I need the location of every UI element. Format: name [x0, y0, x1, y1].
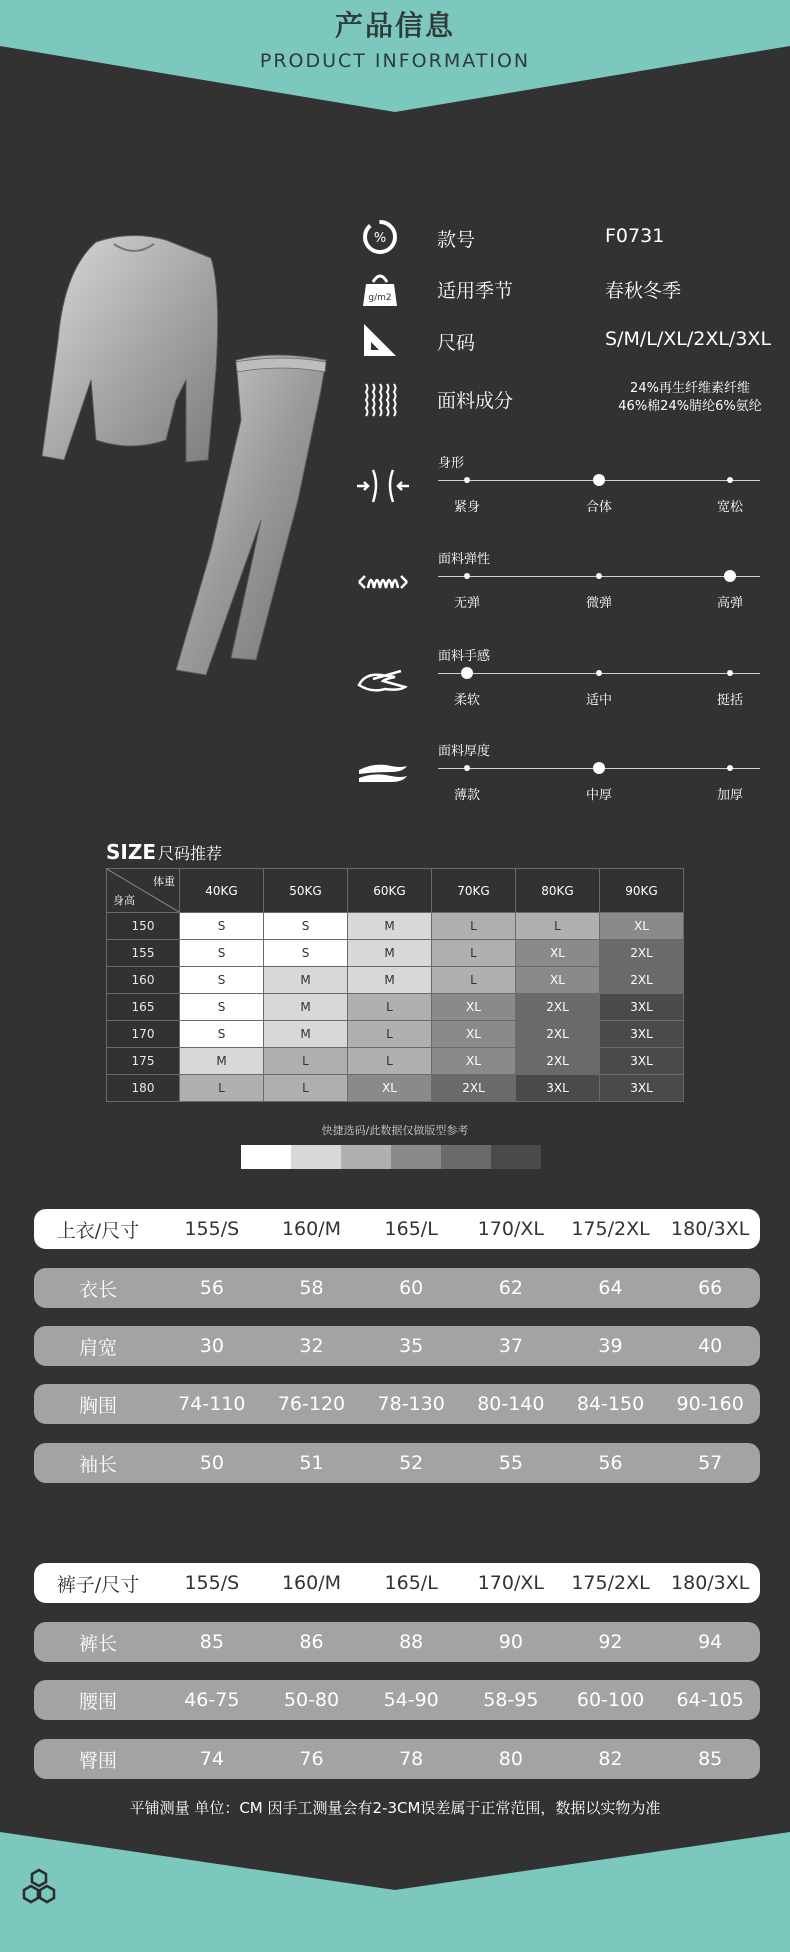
scale-tick-label: 无弹 [453, 596, 481, 611]
row-label: 裤子/尺寸 [56, 1573, 140, 1596]
size-cell: S [180, 1021, 264, 1048]
pants-measure-row-length [34, 1622, 760, 1662]
measure-cell: 78-130 [377, 1393, 445, 1415]
table-corner-cell [107, 869, 180, 913]
row-label: 上衣/尺寸 [56, 1219, 140, 1242]
measure-cell: 32 [299, 1335, 324, 1357]
footer-banner [0, 1832, 790, 1952]
measure-cell: 85 [698, 1748, 723, 1770]
elasticity-icon [355, 562, 411, 602]
legend-swatch [291, 1145, 341, 1169]
measure-cell: 50 [199, 1452, 224, 1474]
scale-dot [464, 573, 470, 579]
measure-cell: 85 [199, 1631, 224, 1653]
size-cell: L [432, 940, 516, 967]
scale-dot [464, 765, 470, 771]
size-cell: L [348, 994, 432, 1021]
size-cell: XL [516, 940, 600, 967]
page-subtitle: PRODUCT INFORMATION [259, 50, 531, 72]
spec-label: 尺码 [437, 332, 476, 354]
scale-tick-label: 挺括 [716, 693, 744, 708]
table-header-row [107, 869, 684, 913]
size-cell: L [432, 967, 516, 994]
size-cell: 2XL [600, 940, 684, 967]
size-cell: L [264, 1075, 348, 1102]
scale-tick-label: 合体 [585, 500, 613, 515]
size-cell: S [180, 940, 264, 967]
table-row [107, 1021, 684, 1048]
spec-label: 面料成分 [437, 390, 514, 412]
size-cell: M [348, 913, 432, 940]
svg-text:%: % [373, 231, 387, 246]
top-measure-header [34, 1209, 760, 1249]
scale-tick-label: 紧身 [453, 500, 481, 515]
weight-icon [360, 268, 400, 308]
attribute-elasticity [355, 548, 775, 628]
size-cell: M [348, 967, 432, 994]
measure-cell: 74 [199, 1748, 224, 1770]
pants-measure-row-waist [34, 1680, 760, 1720]
scale-dot [727, 477, 733, 483]
weight-header: 80KG [516, 869, 600, 913]
size-cell: 2XL [600, 967, 684, 994]
spec-row-season [360, 266, 780, 310]
measure-cell: 54-90 [383, 1689, 439, 1711]
attribute-thickness [355, 740, 775, 820]
row-label: 衣长 [78, 1278, 117, 1301]
top-measure-row-length [34, 1268, 760, 1308]
row-label: 腰围 [78, 1690, 117, 1713]
spec-value: S/M/L/XL/2XL/3XL [605, 328, 772, 350]
measure-cell: 56 [598, 1452, 623, 1474]
size-cell: 180/3XL [671, 1572, 750, 1594]
thermal-underwear-set-image [36, 230, 336, 680]
size-cell: 175/2XL [571, 1572, 650, 1594]
measure-cell: 74-110 [178, 1393, 246, 1415]
weight-header: 50KG [264, 869, 348, 913]
body-shape-icon [355, 466, 411, 506]
size-cell: 175/2XL [571, 1218, 650, 1240]
size-cell: 170/XL [477, 1218, 544, 1240]
measure-cell: 64-105 [676, 1689, 744, 1711]
size-cell: 160/M [281, 1572, 342, 1594]
scale-tick-label: 薄款 [453, 788, 481, 803]
measure-cell: 39 [598, 1335, 623, 1357]
measure-cell: 40 [698, 1335, 723, 1357]
spec-label: 款号 [437, 229, 476, 251]
size-cell: 165/L [384, 1218, 438, 1240]
height-cell: 165 [107, 994, 180, 1021]
measure-cell: 90-160 [676, 1393, 744, 1415]
spec-value: 春秋冬季 [605, 280, 682, 302]
measure-cell: 57 [698, 1452, 723, 1474]
legend-swatch [241, 1145, 291, 1169]
size-cell: L [180, 1075, 264, 1102]
spec-row-style-number [360, 215, 780, 259]
row-label: 裤长 [78, 1632, 117, 1655]
size-cell: L [348, 1021, 432, 1048]
row-label: 胸围 [78, 1394, 117, 1417]
size-cell: S [180, 994, 264, 1021]
size-cell: XL [432, 1021, 516, 1048]
size-cell: XL [348, 1075, 432, 1102]
spec-label: 适用季节 [437, 280, 514, 302]
size-cell: 3XL [600, 1021, 684, 1048]
size-cell: L [348, 1048, 432, 1075]
scale-tick-label: 加厚 [716, 788, 744, 803]
measure-cell: 82 [598, 1748, 623, 1770]
measure-cell: 80-140 [477, 1393, 545, 1415]
legend-swatch [391, 1145, 441, 1169]
size-cell: 3XL [600, 1075, 684, 1102]
weight-header: 40KG [180, 869, 264, 913]
height-cell: 170 [107, 1021, 180, 1048]
corner-weight-label: 体重 [153, 875, 175, 888]
measure-cell: 58-95 [483, 1689, 539, 1711]
scale-tick-label: 中厚 [585, 788, 613, 803]
row-label: 肩宽 [78, 1336, 117, 1359]
height-cell: 175 [107, 1048, 180, 1075]
measure-cell: 56 [199, 1277, 224, 1299]
table-row [107, 967, 684, 994]
thickness-icon [355, 754, 411, 794]
measure-cell: 76 [299, 1748, 324, 1770]
size-cell: XL [432, 1048, 516, 1075]
hexagon-logo-icon [18, 1868, 60, 1910]
size-legend-note: 快捷选码/此数据仅做版型参考 [321, 1124, 469, 1137]
measure-cell: 58 [299, 1277, 324, 1299]
measure-cell: 62 [498, 1277, 523, 1299]
table-row [107, 994, 684, 1021]
scale-dot-selected [593, 474, 605, 486]
size-cell: XL [600, 913, 684, 940]
attribute-hand-feel [355, 645, 775, 725]
weight-header: 60KG [348, 869, 432, 913]
scale-dot [464, 477, 470, 483]
scale-dot-selected [593, 762, 605, 774]
table-row [107, 940, 684, 967]
size-cell: 180/3XL [671, 1218, 750, 1240]
measure-cell: 55 [498, 1452, 523, 1474]
legend-swatch [341, 1145, 391, 1169]
size-table-title [106, 840, 222, 864]
scale-tick-label: 宽松 [716, 500, 744, 515]
attribute-title: 身形 [438, 456, 465, 471]
size-title-bold: SIZE [106, 840, 157, 864]
size-cell: XL [516, 967, 600, 994]
size-cell: 2XL [516, 994, 600, 1021]
size-cell: 2XL [432, 1075, 516, 1102]
size-cell: 155/S [184, 1572, 240, 1594]
spec-value: F0731 [605, 225, 665, 247]
size-table-body [107, 913, 684, 1102]
hand-feel-icon [355, 659, 411, 699]
size-cell: M [264, 994, 348, 1021]
size-cell: 2XL [516, 1021, 600, 1048]
size-cell: S [180, 967, 264, 994]
scale-dot [596, 670, 602, 676]
size-cell: 170/XL [477, 1572, 544, 1594]
measure-cell: 80 [498, 1748, 523, 1770]
size-cell: 165/L [384, 1572, 438, 1594]
table-row [107, 1048, 684, 1075]
height-cell: 150 [107, 913, 180, 940]
size-cell: 3XL [600, 1048, 684, 1075]
size-cell: S [264, 940, 348, 967]
scale-tick-label: 适中 [585, 693, 613, 708]
weight-header: 70KG [432, 869, 516, 913]
attribute-title: 面料厚度 [438, 744, 491, 759]
weight-header: 90KG [600, 869, 684, 913]
measure-cell: 94 [698, 1631, 723, 1653]
measure-cell: 86 [299, 1631, 324, 1653]
measure-cell: 60-100 [576, 1689, 645, 1711]
measure-cell: 88 [399, 1631, 424, 1653]
measure-cell: 35 [399, 1335, 424, 1357]
measurement-note: 平铺测量 单位：CM 因手工测量会有2-3CM误差属于正常范围，数据以实物为准 [129, 1799, 661, 1817]
corner-height-label: 身高 [113, 894, 135, 907]
size-cell: L [432, 913, 516, 940]
pants-measure-header [34, 1563, 760, 1603]
measure-cell: 51 [299, 1452, 324, 1474]
pants-measure-row-hip [34, 1739, 760, 1779]
size-recommendation-table [106, 868, 684, 1102]
page-title: 产品信息 [334, 9, 455, 42]
legend-swatch [441, 1145, 491, 1169]
height-cell: 155 [107, 940, 180, 967]
attribute-body-shape [355, 452, 775, 532]
scale-dot-selected [724, 570, 736, 582]
size-cell: 3XL [516, 1075, 600, 1102]
size-cell: 155/S [184, 1218, 240, 1240]
measure-cell: 66 [698, 1277, 723, 1299]
measure-cell: 84-150 [576, 1393, 645, 1415]
measure-cell: 76-120 [277, 1393, 346, 1415]
measure-cell: 52 [399, 1452, 424, 1474]
composition-line-1: 24%再生纤维素纤维 [630, 381, 750, 396]
size-cell: XL [432, 994, 516, 1021]
scale-dot-selected [461, 667, 473, 679]
height-cell: 180 [107, 1075, 180, 1102]
spec-row-size [360, 318, 780, 362]
size-cell: L [264, 1048, 348, 1075]
size-cell: 3XL [600, 994, 684, 1021]
ruler-triangle-icon [360, 320, 400, 360]
percent-badge-icon [360, 217, 400, 257]
scale-dot [596, 573, 602, 579]
size-cell: M [180, 1048, 264, 1075]
measure-cell: 64 [598, 1277, 623, 1299]
size-cell: S [180, 913, 264, 940]
size-color-legend [241, 1145, 541, 1169]
spec-row-fabric [360, 376, 780, 420]
scale-tick-label: 柔软 [453, 693, 481, 708]
scale-dot [727, 765, 733, 771]
measure-cell: 78 [399, 1748, 424, 1770]
fabric-texture-icon [360, 378, 400, 418]
height-cell: 160 [107, 967, 180, 994]
scale-dot [727, 670, 733, 676]
size-cell: S [264, 913, 348, 940]
top-measure-row-shoulder [34, 1326, 760, 1366]
size-cell: 160/M [281, 1218, 342, 1240]
size-cell: M [264, 967, 348, 994]
table-row [107, 913, 684, 940]
measure-cell: 90 [498, 1631, 523, 1653]
measure-cell: 50-80 [283, 1689, 340, 1711]
row-label: 臀围 [78, 1749, 117, 1772]
size-cell: 2XL [516, 1048, 600, 1075]
size-title-sub: 尺码推荐 [158, 844, 223, 863]
legend-swatch [491, 1145, 541, 1169]
spec-value-composition [605, 380, 775, 416]
measure-cell: 30 [199, 1335, 224, 1357]
measure-cell: 60 [399, 1277, 424, 1299]
svg-text:g/m2: g/m2 [368, 293, 392, 303]
attribute-title: 面料弹性 [438, 552, 491, 567]
composition-line-2: 46%棉24%腈纶6%氨纶 [618, 399, 762, 414]
size-cell: L [516, 913, 600, 940]
top-measure-row-chest [34, 1384, 760, 1424]
measure-cell: 37 [498, 1335, 523, 1357]
row-label: 袖长 [78, 1453, 117, 1476]
size-cell: M [264, 1021, 348, 1048]
measure-cell: 46-75 [184, 1689, 240, 1711]
size-cell: M [348, 940, 432, 967]
scale-tick-label: 高弹 [716, 596, 744, 611]
measure-cell: 92 [598, 1631, 623, 1653]
attribute-title: 面料手感 [438, 649, 491, 664]
table-row [107, 1075, 684, 1102]
top-measure-row-sleeve [34, 1443, 760, 1483]
scale-tick-label: 微弹 [585, 596, 613, 611]
